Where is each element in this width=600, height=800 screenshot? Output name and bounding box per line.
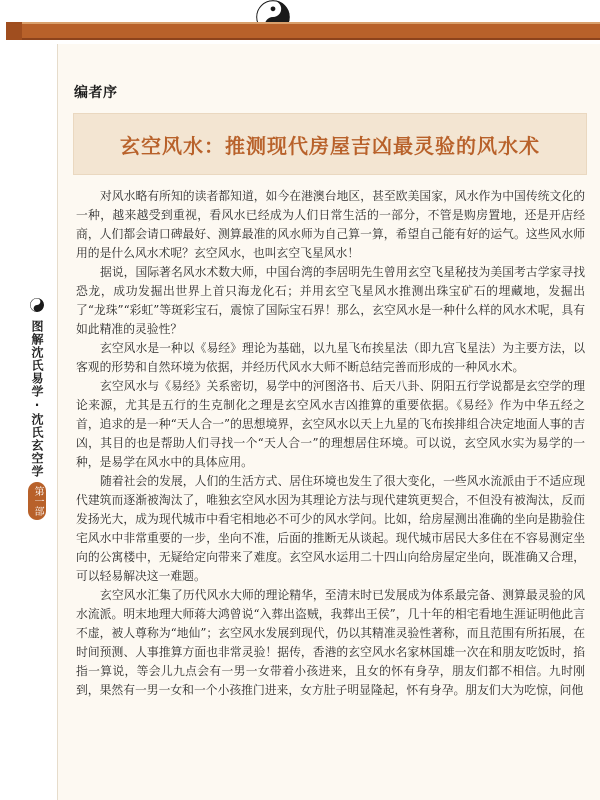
page-title: 玄空风水：推测现代房屋吉凶最灵验的风水术	[120, 133, 540, 158]
taiji-icon	[30, 298, 44, 312]
paragraph: 玄空风水汇集了历代风水大师的理论精华，至清末时已发展成为体系最完备、测算最灵验的风水流派。明末地理大师蒋大鸿曾说“入葬出盗贼，我葬出王侯”，几十年的相宅看地生涯证明他此言不虚，被人尊称为“地仙”；玄空风水发展到现代，仍以其精准灵验性著称，而且范围有所拓展，在时间预测、人事推算方面也非常灵验！据传，香港的玄空风水名家林国雄一次在和朋友吃饭时，掐指一算说，等会儿九点会有一男一女带着小孩进来，且女的怀有身孕，朋友们都不相信。九时刚到，果然有一男一女和一个小孩推门进来，女方肚子明显隆起，怀有身孕。朋友们大为吃惊，问他	[76, 588, 585, 697]
section-label: 编者序	[74, 85, 118, 101]
paragraph: 玄空风水是一种以《易经》理论为基础，以九星飞布挨星法（即九宫飞星法）为主要方法，以客观的形势和自然环境为依据，并经历代风水大师不断总结完善而形成的一种风水术。	[76, 341, 585, 374]
header-bar	[6, 22, 600, 40]
header-bar-cap	[6, 22, 22, 40]
paragraph: 玄空风水与《易经》关系密切，易学中的河图洛书、后天八卦、阴阳五行学说都是玄空学的理论来源，尤其是五行的生克制化之理是玄空风水吉凶推算的重要依据。《易经》作为中华五经之首，追求的是一种“天人合一”的思想境界，玄空风水以天上九星的飞布挨排组合决定地面人事的吉凶，其目的也是帮助人们寻找一个“天人合一”的理想居住环境。可以说，玄空风水实为易学的一种，是易学在风水中的具体应用。	[76, 379, 585, 469]
paragraph: 对风水略有所知的读者都知道，如今在港澳台地区，甚至欧美国家，风水作为中国传统文化的一种，越来越受到重视，看风水已经成为人们日常生活的一部分，不管是购房置地，还是开店经商，人们都会请口碑最好、测算最准的风水师为自己算一算，希望自己能有好的运气。这些风水师用的是什么风水术呢？玄空风水，也叫玄空飞星风水！	[76, 189, 585, 260]
side-tab	[22, 298, 52, 520]
body-text	[76, 187, 585, 700]
title-banner	[73, 113, 587, 175]
side-book-title: 图解沈氏易学·沈氏玄空学	[30, 320, 44, 478]
part-badge: 第一部	[28, 482, 46, 520]
paragraph: 随着社会的发展，人们的生活方式、居住环境也发生了很大变化，一些风水流派由于不适应现代建筑而逐渐被淘汰了，唯独玄空风水因为其理论方法与现代建筑更契合，不但没有被淘汰，反而发扬光大，成为现代城市中看宅相地必不可少的风水学问。比如，给房屋测出准确的坐向是勘验住宅风水中非常重要的一步，坐向不准，后面的推断无从谈起。现代城市居民大多住在不容易测定坐向的公寓楼中，无疑给定向带来了难度。玄空风水运用二十四山向给房屋定坐向，既准确又合理，可以轻易解决这一难题。	[76, 474, 585, 583]
paragraph: 据说，国际著名风水术数大师，中国台湾的李居明先生曾用玄空飞星秘技为美国考古学家寻找恐龙，成功发掘出世界上首只海龙化石；并用玄空飞星风水推测出珠宝矿石的埋藏地，发掘出了“龙珠”“彩虹”等斑彩宝石，震惊了国际宝石界！那么，玄空风水是一种什么样的风水术呢，具有如此精准的灵验性？	[76, 265, 585, 336]
